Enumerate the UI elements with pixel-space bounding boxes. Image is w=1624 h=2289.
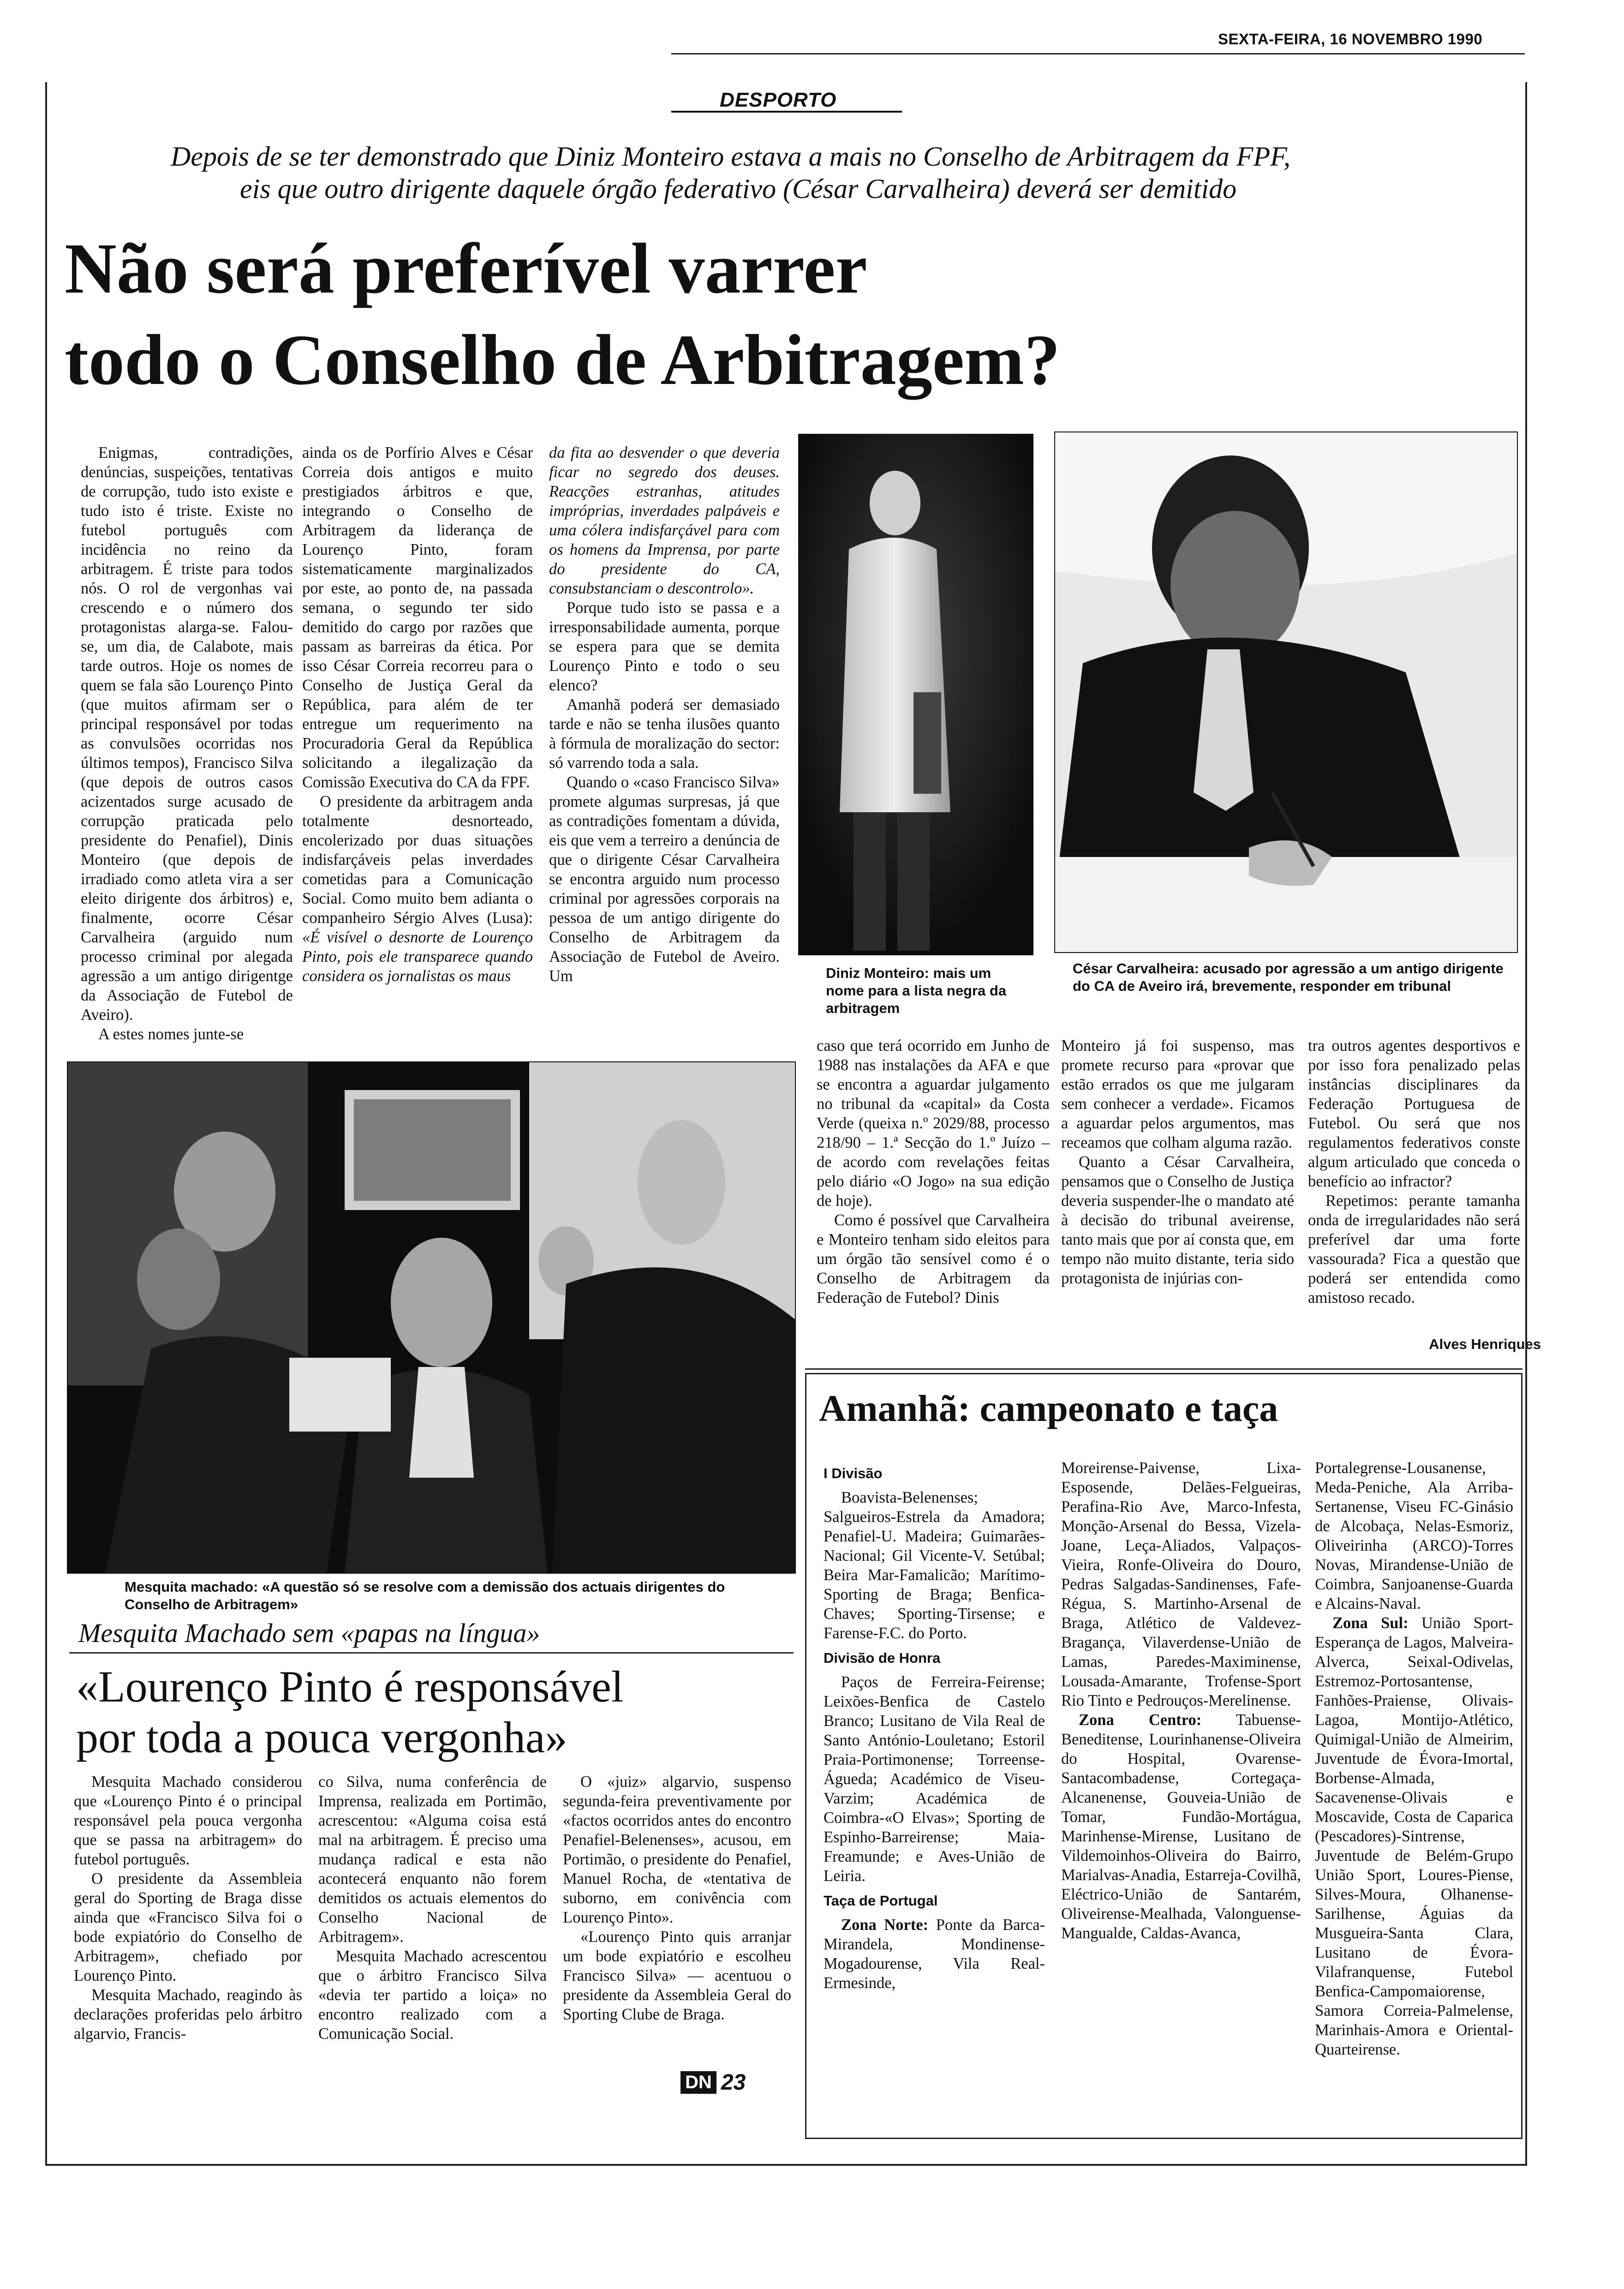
page-number-text: 23 [721,2070,746,2095]
kicker-line-1: Depois de se ter demonstrado que Diniz Monteiro estava a mais no Conselho de Arbitragem da FPF, [171,141,1291,172]
paragraph: A estes nomes junte-se [98,1025,244,1043]
fixture-list: Paços de Ferreira-Feirense; Leixões-Benfica de Castelo Branco; Lusitano de Vila Real de Santo António-Louletano; Estoril Praia-Portimonense; Torreense-Águeda; Académico de Viseu-Varzim; Académica de Coimbra-«O Elvas»; Sporting de Espinho-Barreirense; Maia-Freamunde; e Aves-União de Leiria. [824,1673,1045,1885]
newspaper-logo: DN [681,2071,716,2094]
paragraph: Mesquita Machado, reagindo às declarações proferidas pelo árbitro algarvio, Francis- [74,1986,302,2043]
section-label: DESPORTO [720,89,837,111]
dateline: SEXTA-FEIRA, 16 NOVEMBRO 1990 [1218,30,1483,48]
photo-diniz-monteiro [798,434,1033,955]
paragraph: Monteiro já foi suspenso, mas promete recurso para «provar que estão errados os que me julgaram sem conhecer a verdade». Ficamos a aguardar pelos argumentos, mas receamos que colham alguma razão. [1061,1037,1294,1151]
divider [805,1368,1522,1370]
second-column-3 [563,1772,791,2058]
quote: da fita ao desvender o que deveria ficar no segredo dos deuses. Reacções estranhas, atitudes impróprias, inverdades palpáveis e uma cólera indisfarçável para com os homens da Imprensa, por parte do presidente do CA, consubstanciam o descontrolo». [549,444,780,597]
paragraph: Amanhã poderá ser demasiado tarde e não se tenha ilusões quanto à fórmula de moralização do sector: só varrendo toda a sala. [549,696,780,772]
photo-cesar-carvalheira [1054,431,1518,953]
division-label: Divisão de Honra [824,1650,941,1666]
paragraph: Mesquita Machado acrescentou que o árbitro Francisco Silva «devia ter partido a loiça» no encontro realizado com a Comunicação Social. [318,1947,547,2043]
top-rule [671,53,1525,54]
article-column-3 [549,443,780,1057]
article-column-2 [302,443,533,1057]
caption-mesquita-machado: Mesquita machado: «A questão só se resolve com a demissão dos actuais dirigentes do Conselho de Arbitragem» [125,1579,725,1612]
article-column-6 [1308,1036,1520,1322]
fixtures-column-1 [824,1458,1045,2114]
quote: «É visível o desnorte de Lourenço Pinto, pois ele transparece quando considera os jornalistas os maus [302,929,533,985]
paragraph: Mesquita Machado considerou que «Lourenço Pinto é o principal responsável pela pouca vergonha que se passa na arbitragem» do futebol português. [74,1773,302,1868]
headline-line-1: Não será preferível varrer [65,228,867,308]
caption-cesar-carvalheira: César Carvalheira: acusado por agressão a um antigo dirigente do CA de Aveiro irá, brevemente, responder em tribunal [1073,960,1504,994]
paragraph: Quanto a César Carvalheira, pensamos que o Conselho de Justiça deveria suspender-lhe o mandato até à decisão do tribunal aveirense, tanto mais que por aí consta que, em tempo não muito distante, teria sido protagonista de injúrias con- [1061,1153,1294,1287]
fixtures-column-2 [1061,1458,1301,2114]
article-column-5 [1061,1036,1294,1359]
paragraph: co Silva, numa conferência de Imprensa, realizada em Portimão, acrescentou: «Alguma coisa está mal na arbitragem. É preciso uma mudança radical e esta não acontecerá enquanto não forem demitidos os actuais elementos do Conselho Nacional de Arbitragem». [318,1773,547,1946]
portrait-figure [798,434,1033,955]
paragraph: O presidente da arbitragem anda totalmente desnorteado, encolerizado por duas situações indisfarçáveis pelas inverdades cometidas para a Comunicação Social. Como muito bem adianta o companheiro Sérgio Alves (Lusa): «É visível o desnorte de Lourenço Pinto, pois ele transparece quando considera os jornalistas os maus [302,793,533,985]
photo-mesquita-machado [67,1061,796,1574]
second-column-2 [318,1772,547,2058]
caption-diniz-monteiro: Diniz Monteiro: mais um nome para a lista negra da arbitragem [826,965,1007,1016]
fixtures-column-3 [1315,1458,1513,2114]
paragraph: O presidente da Assembleia geral do Sporting de Braga disse ainda que «Francisco Silva foi o bode expiatório do Conselho de Arbitragem», chefiado por Lourenço Pinto. [74,1870,302,1984]
page-number [681,2070,746,2097]
paragraph: Como é possível que Carvalheira e Monteiro tenham sido eleitos para um órgão tão sensível como é o Conselho de Arbitragem da Federação de Futebol? Dinis [817,1211,1050,1306]
fixtures-title: Amanhã: campeonato e taça [819,1387,1278,1429]
kicker-line-2: eis que outro dirigente daquele órgão federativo (César Carvalheira) deverá ser demitido [240,174,1237,204]
fixture-list: Portalegrense-Lousanense, Meda-Peniche, Ala Arriba-Sertanense, Viseu FC-Ginásio de Alcobaça, Nelas-Esmoriz, Oliveirinha (ARCO)-Torres Novas, Mirandense-União de Coimbra, Sanjoanense-Guarda e Alcains-Naval. [1315,1459,1513,1612]
second-headline-line-2: por toda a pouca vergonha» [76,1713,567,1762]
paragraph: Quando o «caso Francisco Silva» promete algumas surpresas, já que as contradições fomentam a dúvida, eis que vem a terreiro a denúncia de que o dirigente César Carvalheira se encontra arguido num processo criminal por agressões corporais na pessoa de um antigo dirigente do Conselho de Arbitragem da Associação de Futebol de Aveiro. Um [549,773,780,985]
fixture-list: Zona Norte: Ponte da Barca-Mirandela, Mondinense-Mogadourense, Vila Real-Ermesinde, [824,1916,1045,1992]
division-label: Taça de Portugal [824,1893,938,1909]
paragraph: caso que terá ocorrido em Junho de 1988 nas instalações da AFA e que se encontra a aguardar julgamento no tribunal da «capital» da Costa Verde (queixa n.º 2029/88, processo 218/90 – 1.ª Secção do 1.º Juízo – de acordo com revelações feitas pelo diário «O Jogo» na sua edição de hoje). [817,1037,1050,1210]
paragraph: tra outros agentes desportivos e por isso fora penalizado pelas instâncias disciplinares da Federação Portuguesa de Futebol. Ou será que nos regulamentos federativos conste algum articulado que conceda o benefício ao infractor? [1308,1037,1520,1190]
second-headline-line-1: «Lourenço Pinto é responsável [76,1662,624,1711]
fixture-list: Moreirense-Paivense, Lixa-Esposende, Delães-Felgueiras, Perafina-Rio Ave, Marco-Infesta, Monção-Arsenal do Bessa, Vizela-Joane, Leça-Aliados, Valpaços-Vieira, Ronfe-Oliveira do Douro, Pedras Salgadas-Sandinenses, Fafe-Régua, S. Martinho-Arsenal de Braga, Atlético de Valdevez-Bragança, Vilaverdense-União de Lamas, Paredes-Maximinense, Lousada-Amarante, Trofense-Sport Rio Tinto e Pedrouços-Merelinense. [1061,1459,1301,1709]
second-rule [69,1652,794,1654]
second-kicker: Mesquita Machado sem «papas na língua» [78,1618,540,1648]
fixture-list: Zona Sul: União Sport-Esperança de Lagos, Malveira-Alverca, Seixal-Odivelas, Estremoz-Portosantense, Fanhões-Praiense, Olivais-Lagoa, Montijo-Atlético, Quimigal-União de Almeirim, Juventude de Évora-Imortal, Borbense-Almada, Sacavenense-Olivais e Moscavide, Costa de Caparica (Pescadores)-Sintrense, Juventude de Belém-Grupo União Sport, Loures-Piense, Silves-Moura, Olhanense-Sarilhense, Águias da Musgueira-Santa Clara, Lusitano de Évora-Vilafranquense, Futebol Benfica-Campomaiorense, Samora Correia-Palmelense, Marinhais-Amora e Oriental-Quarteirense. [1315,1614,1513,2058]
paragraph: O «juiz» algarvio, suspenso segunda-feira preventivamente por «factos ocorridos antes do encontro Penafiel-Belenenses», acusou, em Portimão, o presidente do Penafiel, Manuel Rocha, de «tentativa de suborno, em conivência com Lourenço Pinto». [563,1773,791,1926]
paragraph: «Lourenço Pinto quis arranjar um bode expiatório e escolheu Francisco Silva» — acentuou o presidente da Assembleia Geral do Sporting Clube de Braga. [563,1928,791,2023]
article-column-1 [81,443,293,1057]
headline-line-2: todo o Conselho de Arbitragem? [65,320,1060,400]
division-label: I Divisão [824,1465,883,1481]
fixture-list: Boavista-Belenenses; Salgueiros-Estrela da Amadora; Penafiel-U. Madeira; Guimarães-Nacional; Gil Vicente-V. Setúbal; Beira Mar-Famalicão; Marítimo-Sporting de Braga; Benfica-Chaves; Sporting-Tirsense; e Farense-F.C. do Porto. [824,1489,1045,1642]
portrait-figure [1055,432,1518,953]
article-column-4 [817,1036,1050,1359]
paragraph: Repetimos: perante tamanha onda de irregularidades não será preferível dar uma forte vassourada? Fica a questão que poderá ser entendida como amistoso recado. [1308,1192,1520,1306]
paragraph: Porque tudo isto se passa e a irresponsabilidade aumenta, porque se espera para que se demita Lourenço Pinto e todo o seu elenco? [549,599,780,694]
second-column-1 [74,1772,302,2058]
group-photo [68,1062,796,1574]
paragraph: Enigmas, contradições, denúncias, suspeições, tentativas de corrupção, tudo isto existe e tudo isto é triste. Existe no futebol português com incidência no reino da arbitragem. É triste para todos nós. O rol de vergonhas vai crescendo e o número dos protagonistas alarga-se. Falou-se, um dia, de Calabote, mais tarde outros. Hoje os nomes de quem se fala são Lourenço Pinto (que muitos afirmam ser o principal responsável por todas as convulsões ocorridas nos últimos tempos), Francisco Silva (que depois de outros casos acizentados surge acusado de corrupção praticada pelo presidente do Penafiel), Dinis Monteiro (que depois de irradiado como atleta vira a ser eleito dirigente dos árbitros) e, finalmente, ocorre César Carvalheira (arguido num processo criminal por alegada agressão a um antigo dirigentge da Associação de Futebol de Aveiro). [81,444,293,1024]
fixture-list: Zona Centro: Tabuense-Beneditense, Lourinhanense-Oliveira do Hospital, Ovarense-Santacombadense, Cortegaça-Alcanenense, Gouveia-União de Tomar, Fundão-Mortágua, Marinhense-Mirense, Lusitano de Vildemoinhos-Oliveira do Bairro, Marialvas-Anadia, Estarreja-Covilhã, Eléctrico-União de Santarém, Oliveirense-Mealhada, Valonguense-Mangualde, Caldas-Avanca, [1061,1711,1301,1942]
paragraph: ainda os de Porfírio Alves e César Correia dois antigos e muito prestigiados árbitros e que, integrando o Conselho de Arbitragem da liderança de Lourenço Pinto, foram sistematicamente marginalizados por este, ao ponto de, na passada semana, o segundo ter sido demitido do cargo por razões que passam as barreiras da ética. Por isso César Correia recorreu para o Conselho de Justiça Geral da República, para além de ter entregue um requerimento na Procuradoria Geral da República solicitando a ilegalização da Comissão Executiva do CA da FPF. [302,444,533,791]
byline: Alves Henriques [1429,1336,1541,1352]
